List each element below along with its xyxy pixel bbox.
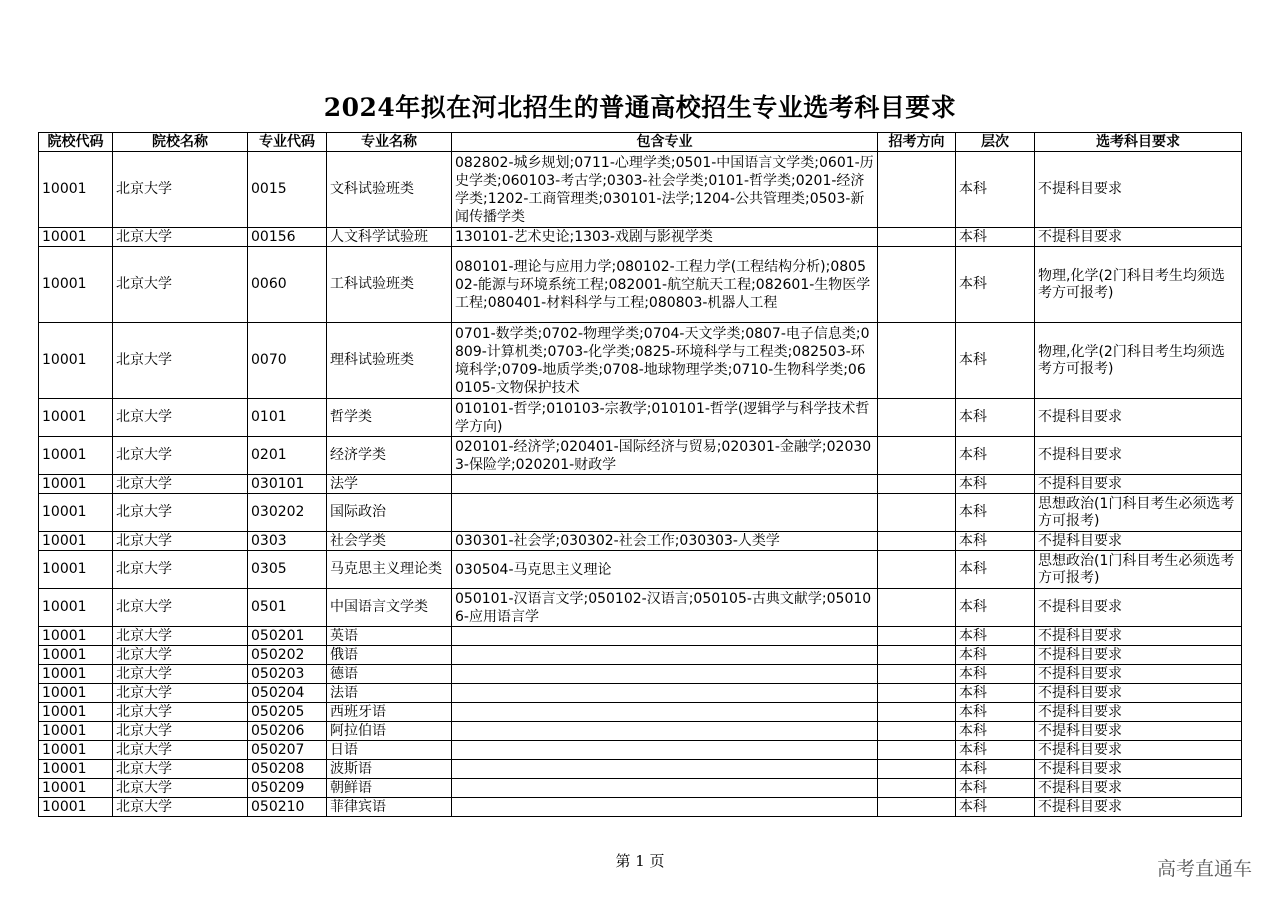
header-subject-requirement: 选考科目要求	[1035, 133, 1242, 152]
cell-major-name: 法学	[327, 475, 452, 494]
cell-level: 本科	[956, 437, 1035, 475]
cell-level: 本科	[956, 589, 1035, 627]
cell-school-code: 10001	[39, 627, 113, 646]
cell-subject-requirement: 不提科目要求	[1035, 798, 1242, 817]
cell-school-name: 北京大学	[113, 665, 248, 684]
cell-included-majors: 080101-理论与应用力学;080102-工程力学(工程结构分析);080502-能源与环境系统工程;082001-航空航天工程;082601-生物医学工程;080401-材料科学与工程;080803-机器人工程	[452, 247, 878, 323]
cell-school-code: 10001	[39, 665, 113, 684]
cell-major-name: 经济学类	[327, 437, 452, 475]
cell-level: 本科	[956, 646, 1035, 665]
cell-school-code: 10001	[39, 722, 113, 741]
cell-subject-requirement: 不提科目要求	[1035, 703, 1242, 722]
table-row	[39, 665, 1242, 684]
cell-direction	[878, 703, 956, 722]
cell-major-name: 理科试验班类	[327, 323, 452, 399]
cell-level: 本科	[956, 399, 1035, 437]
cell-direction	[878, 722, 956, 741]
cell-major-code: 050201	[248, 627, 327, 646]
cell-school-code: 10001	[39, 247, 113, 323]
cell-school-code: 10001	[39, 399, 113, 437]
cell-direction	[878, 399, 956, 437]
page-number: 第 1 页	[615, 852, 665, 870]
cell-major-code: 0305	[248, 551, 327, 589]
cell-direction	[878, 323, 956, 399]
watermark: 高考直通车	[1156, 858, 1252, 880]
cell-included-majors	[452, 779, 878, 798]
table-row	[39, 684, 1242, 703]
cell-major-name: 俄语	[327, 646, 452, 665]
cell-school-code: 10001	[39, 323, 113, 399]
cell-level: 本科	[956, 741, 1035, 760]
cell-subject-requirement: 物理,化学(2门科目考生均须选考方可报考)	[1035, 323, 1242, 399]
cell-direction	[878, 589, 956, 627]
cell-direction	[878, 741, 956, 760]
cell-school-name: 北京大学	[113, 437, 248, 475]
cell-school-code: 10001	[39, 532, 113, 551]
cell-direction	[878, 779, 956, 798]
cell-major-code: 050209	[248, 779, 327, 798]
cell-subject-requirement: 不提科目要求	[1035, 741, 1242, 760]
cell-included-majors	[452, 494, 878, 532]
cell-major-name: 菲律宾语	[327, 798, 452, 817]
cell-school-code: 10001	[39, 779, 113, 798]
cell-subject-requirement: 不提科目要求	[1035, 646, 1242, 665]
cell-direction	[878, 532, 956, 551]
cell-major-name: 国际政治	[327, 494, 452, 532]
table-row	[39, 152, 1242, 228]
cell-school-name: 北京大学	[113, 684, 248, 703]
cell-subject-requirement: 思想政治(1门科目考生必须选考方可报考)	[1035, 494, 1242, 532]
table-row	[39, 475, 1242, 494]
table-row	[39, 627, 1242, 646]
cell-major-code: 050203	[248, 665, 327, 684]
cell-school-name: 北京大学	[113, 532, 248, 551]
cell-level: 本科	[956, 722, 1035, 741]
cell-major-code: 050206	[248, 722, 327, 741]
cell-school-code: 10001	[39, 646, 113, 665]
table-row	[39, 646, 1242, 665]
cell-included-majors	[452, 798, 878, 817]
table-row	[39, 741, 1242, 760]
cell-school-name: 北京大学	[113, 722, 248, 741]
cell-subject-requirement: 不提科目要求	[1035, 152, 1242, 228]
cell-level: 本科	[956, 760, 1035, 779]
cell-major-name: 人文科学试验班	[327, 228, 452, 247]
cell-subject-requirement: 不提科目要求	[1035, 399, 1242, 437]
cell-school-name: 北京大学	[113, 551, 248, 589]
cell-subject-requirement: 不提科目要求	[1035, 475, 1242, 494]
cell-level: 本科	[956, 627, 1035, 646]
cell-subject-requirement: 不提科目要求	[1035, 665, 1242, 684]
table-row	[39, 779, 1242, 798]
table-row	[39, 494, 1242, 532]
cell-level: 本科	[956, 532, 1035, 551]
table-header-row	[39, 133, 1242, 152]
cell-major-name: 阿拉伯语	[327, 722, 452, 741]
cell-school-code: 10001	[39, 152, 113, 228]
cell-school-code: 10001	[39, 798, 113, 817]
cell-included-majors: 130101-艺术史论;1303-戏剧与影视学类	[452, 228, 878, 247]
cell-direction	[878, 437, 956, 475]
cell-direction	[878, 646, 956, 665]
cell-level: 本科	[956, 665, 1035, 684]
cell-included-majors	[452, 665, 878, 684]
cell-school-name: 北京大学	[113, 323, 248, 399]
cell-level: 本科	[956, 323, 1035, 399]
cell-major-name: 波斯语	[327, 760, 452, 779]
cell-school-code: 10001	[39, 741, 113, 760]
table-row	[39, 323, 1242, 399]
cell-school-name: 北京大学	[113, 399, 248, 437]
table-row	[39, 228, 1242, 247]
cell-major-name: 工科试验班类	[327, 247, 452, 323]
cell-included-majors: 030301-社会学;030302-社会工作;030303-人类学	[452, 532, 878, 551]
cell-school-name: 北京大学	[113, 152, 248, 228]
cell-school-name: 北京大学	[113, 798, 248, 817]
cell-school-code: 10001	[39, 475, 113, 494]
cell-direction	[878, 247, 956, 323]
table-row	[39, 722, 1242, 741]
header-school-code: 院校代码	[39, 133, 113, 152]
cell-major-code: 030101	[248, 475, 327, 494]
cell-school-code: 10001	[39, 703, 113, 722]
cell-major-name: 哲学类	[327, 399, 452, 437]
requirements-table	[38, 132, 1242, 817]
cell-major-code: 0070	[248, 323, 327, 399]
cell-direction	[878, 152, 956, 228]
cell-included-majors: 010101-哲学;010103-宗教学;010101-哲学(逻辑学与科学技术哲学方向)	[452, 399, 878, 437]
cell-subject-requirement: 不提科目要求	[1035, 684, 1242, 703]
cell-major-code: 030202	[248, 494, 327, 532]
cell-included-majors	[452, 627, 878, 646]
cell-major-name: 朝鲜语	[327, 779, 452, 798]
cell-major-name: 马克思主义理论类	[327, 551, 452, 589]
cell-major-code: 0303	[248, 532, 327, 551]
cell-major-code: 050202	[248, 646, 327, 665]
cell-school-code: 10001	[39, 494, 113, 532]
cell-school-name: 北京大学	[113, 741, 248, 760]
cell-school-name: 北京大学	[113, 760, 248, 779]
cell-subject-requirement: 不提科目要求	[1035, 627, 1242, 646]
cell-included-majors	[452, 741, 878, 760]
cell-level: 本科	[956, 228, 1035, 247]
cell-included-majors: 050101-汉语言文学;050102-汉语言;050105-古典文献学;050106-应用语言学	[452, 589, 878, 627]
cell-level: 本科	[956, 779, 1035, 798]
cell-direction	[878, 627, 956, 646]
table-row	[39, 589, 1242, 627]
table-row	[39, 247, 1242, 323]
cell-included-majors: 020101-经济学;020401-国际经济与贸易;020301-金融学;020303-保险学;020201-财政学	[452, 437, 878, 475]
cell-included-majors	[452, 760, 878, 779]
cell-level: 本科	[956, 247, 1035, 323]
cell-school-name: 北京大学	[113, 646, 248, 665]
cell-major-name: 社会学类	[327, 532, 452, 551]
cell-school-name: 北京大学	[113, 247, 248, 323]
cell-school-code: 10001	[39, 760, 113, 779]
cell-major-code: 050207	[248, 741, 327, 760]
cell-major-name: 英语	[327, 627, 452, 646]
cell-level: 本科	[956, 798, 1035, 817]
table-body	[39, 152, 1242, 817]
cell-subject-requirement: 不提科目要求	[1035, 228, 1242, 247]
cell-major-code: 0015	[248, 152, 327, 228]
table-row	[39, 760, 1242, 779]
cell-included-majors: 030504-马克思主义理论	[452, 551, 878, 589]
cell-level: 本科	[956, 703, 1035, 722]
cell-included-majors: 082802-城乡规划;0711-心理学类;0501-中国语言文学类;0601-历史学类;060103-考古学;0303-社会学类;0101-哲学类;0201-经济学类;1202-工商管理类;030101-法学;1204-公共管理类;0503-新闻传播学类	[452, 152, 878, 228]
cell-major-name: 中国语言文学类	[327, 589, 452, 627]
cell-school-name: 北京大学	[113, 589, 248, 627]
cell-level: 本科	[956, 684, 1035, 703]
cell-major-code: 050204	[248, 684, 327, 703]
cell-major-code: 0060	[248, 247, 327, 323]
cell-major-code: 050205	[248, 703, 327, 722]
cell-school-name: 北京大学	[113, 494, 248, 532]
cell-level: 本科	[956, 551, 1035, 589]
cell-school-code: 10001	[39, 551, 113, 589]
cell-level: 本科	[956, 494, 1035, 532]
cell-subject-requirement: 不提科目要求	[1035, 760, 1242, 779]
cell-subject-requirement: 不提科目要求	[1035, 437, 1242, 475]
cell-major-name: 日语	[327, 741, 452, 760]
cell-direction	[878, 684, 956, 703]
table-row	[39, 798, 1242, 817]
cell-major-name: 德语	[327, 665, 452, 684]
cell-subject-requirement: 不提科目要求	[1035, 779, 1242, 798]
table-row	[39, 399, 1242, 437]
cell-subject-requirement: 物理,化学(2门科目考生均须选考方可报考)	[1035, 247, 1242, 323]
cell-school-code: 10001	[39, 437, 113, 475]
cell-school-name: 北京大学	[113, 475, 248, 494]
table-row	[39, 532, 1242, 551]
cell-direction	[878, 475, 956, 494]
header-direction: 招考方向	[878, 133, 956, 152]
table-row	[39, 551, 1242, 589]
table-row	[39, 703, 1242, 722]
cell-included-majors	[452, 684, 878, 703]
cell-included-majors	[452, 646, 878, 665]
cell-major-code: 0101	[248, 399, 327, 437]
header-level: 层次	[956, 133, 1035, 152]
cell-subject-requirement: 不提科目要求	[1035, 589, 1242, 627]
cell-school-code: 10001	[39, 684, 113, 703]
cell-direction	[878, 494, 956, 532]
page-title: 2024年拟在河北招生的普通高校招生专业选考科目要求	[323, 93, 957, 122]
cell-major-code: 050208	[248, 760, 327, 779]
table-row	[39, 437, 1242, 475]
header-major-code: 专业代码	[248, 133, 327, 152]
cell-school-name: 北京大学	[113, 228, 248, 247]
cell-subject-requirement: 不提科目要求	[1035, 532, 1242, 551]
cell-direction	[878, 798, 956, 817]
cell-major-code: 00156	[248, 228, 327, 247]
cell-subject-requirement: 不提科目要求	[1035, 722, 1242, 741]
cell-school-code: 10001	[39, 228, 113, 247]
header-major-name: 专业名称	[327, 133, 452, 152]
cell-included-majors: 0701-数学类;0702-物理学类;0704-天文学类;0807-电子信息类;0809-计算机类;0703-化学类;0825-环境科学与工程类;082503-环境科学;0709-地质学类;0708-地球物理学类;0710-生物科学类;060105-文物保护技术	[452, 323, 878, 399]
cell-major-name: 西班牙语	[327, 703, 452, 722]
cell-major-name: 文科试验班类	[327, 152, 452, 228]
cell-major-code: 050210	[248, 798, 327, 817]
cell-school-name: 北京大学	[113, 703, 248, 722]
cell-school-code: 10001	[39, 589, 113, 627]
cell-major-name: 法语	[327, 684, 452, 703]
cell-direction	[878, 551, 956, 589]
cell-subject-requirement: 思想政治(1门科目考生必须选考方可报考)	[1035, 551, 1242, 589]
cell-direction	[878, 228, 956, 247]
cell-school-name: 北京大学	[113, 627, 248, 646]
cell-major-code: 0201	[248, 437, 327, 475]
cell-major-code: 0501	[248, 589, 327, 627]
cell-included-majors	[452, 722, 878, 741]
cell-direction	[878, 760, 956, 779]
cell-included-majors	[452, 475, 878, 494]
cell-included-majors	[452, 703, 878, 722]
cell-direction	[878, 665, 956, 684]
cell-level: 本科	[956, 475, 1035, 494]
cell-school-name: 北京大学	[113, 779, 248, 798]
cell-level: 本科	[956, 152, 1035, 228]
header-school-name: 院校名称	[113, 133, 248, 152]
header-included-majors: 包含专业	[452, 133, 878, 152]
